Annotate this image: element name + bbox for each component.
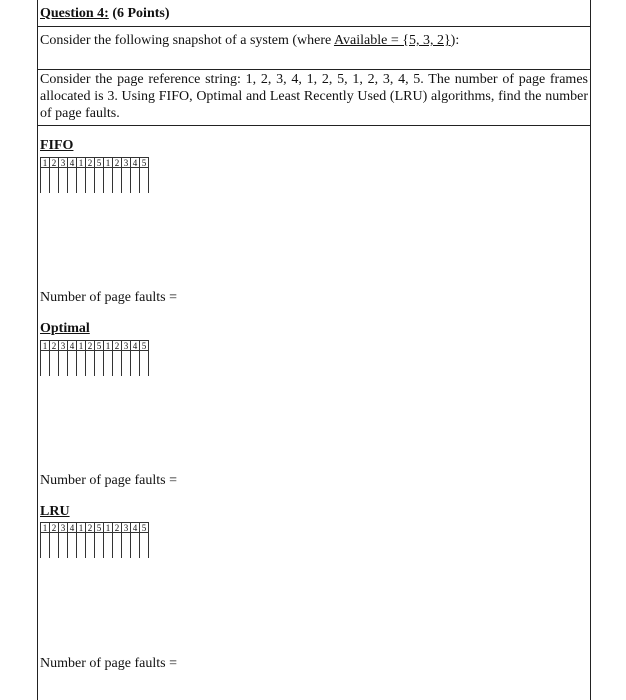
available-value: Available = {5, 3, 2}	[333, 33, 451, 48]
reference-cell	[103, 157, 112, 193]
reference-value: 4	[69, 341, 75, 351]
reference-value: 2	[114, 341, 120, 351]
reference-value: 1	[105, 523, 111, 533]
reference-cell	[85, 340, 94, 376]
reference-cell	[67, 522, 76, 558]
reference-value: 5	[96, 158, 102, 168]
reference-cell	[130, 522, 139, 558]
reference-value: 5	[141, 523, 147, 533]
lru-title: LRU	[40, 504, 70, 519]
reference-value: 4	[69, 158, 75, 168]
reference-cell	[121, 340, 130, 376]
optimal-faults-label: Number of page faults =	[40, 473, 177, 488]
reference-cell	[94, 340, 103, 376]
reference-value: 2	[51, 523, 57, 533]
reference-cell	[121, 522, 130, 558]
reference-value: 4	[132, 523, 138, 533]
reference-cell	[112, 157, 121, 193]
reference-cell	[76, 522, 85, 558]
heading-rule	[37, 26, 591, 27]
reference-cell	[67, 340, 76, 376]
reference-value: 3	[60, 523, 66, 533]
question-points: (6 Points)	[112, 6, 170, 21]
reference-value: 4	[132, 341, 138, 351]
reference-cell	[103, 522, 112, 558]
reference-value: 1	[42, 523, 48, 533]
reference-cell	[94, 522, 103, 558]
reference-cell	[49, 157, 58, 193]
reference-cell	[76, 157, 85, 193]
reference-value: 2	[87, 158, 93, 168]
reference-value: 1	[42, 341, 48, 351]
question-heading	[40, 6, 170, 22]
question-intro	[40, 33, 459, 49]
fifo-title: FIFO	[40, 138, 74, 153]
reference-cell	[67, 157, 76, 193]
reference-cell	[139, 522, 149, 558]
question-label: Question 4:	[40, 6, 109, 21]
intro-prefix: Consider the following snapshot of a system (where	[40, 33, 334, 48]
reference-value: 3	[123, 341, 129, 351]
reference-value: 1	[78, 523, 84, 533]
optimal-title: Optimal	[40, 321, 90, 336]
reference-cell	[130, 340, 139, 376]
reference-value: 2	[114, 523, 120, 533]
reference-cell	[76, 340, 85, 376]
reference-cell	[40, 522, 49, 558]
reference-cell	[40, 340, 49, 376]
reference-value: 5	[96, 341, 102, 351]
reference-value: 3	[60, 158, 66, 168]
reference-cell	[112, 522, 121, 558]
reference-value: 1	[42, 158, 48, 168]
reference-value: 3	[123, 523, 129, 533]
reference-cell	[49, 522, 58, 558]
reference-cell	[121, 157, 130, 193]
reference-value: 1	[78, 158, 84, 168]
reference-value: 2	[51, 158, 57, 168]
reference-cell	[139, 157, 149, 193]
reference-value: 5	[141, 158, 147, 168]
reference-value: 2	[114, 158, 120, 168]
reference-cell	[58, 157, 67, 193]
reference-cell	[139, 340, 149, 376]
reference-value: 2	[87, 341, 93, 351]
lru-reference-grid	[40, 522, 149, 558]
reference-cell	[85, 157, 94, 193]
optimal-reference-grid	[40, 340, 149, 376]
fifo-reference-grid	[40, 157, 149, 193]
reference-value: 3	[60, 341, 66, 351]
reference-cell	[103, 340, 112, 376]
reference-value: 4	[132, 158, 138, 168]
intro-suffix: ):	[450, 33, 460, 48]
reference-cell	[49, 340, 58, 376]
lru-faults-label: Number of page faults =	[40, 656, 177, 671]
reference-cell	[130, 157, 139, 193]
reference-value: 2	[87, 523, 93, 533]
reference-cell	[94, 157, 103, 193]
reference-value: 3	[123, 158, 129, 168]
reference-value: 1	[105, 158, 111, 168]
reference-cell	[85, 522, 94, 558]
fifo-faults-label: Number of page faults =	[40, 290, 177, 305]
reference-value: 1	[105, 341, 111, 351]
reference-value: 5	[141, 341, 147, 351]
reference-value: 5	[96, 523, 102, 533]
reference-cell	[58, 340, 67, 376]
reference-cell	[58, 522, 67, 558]
problem-text: Consider the page reference string: 1, 2, 3, 4, 1, 2, 5, 1, 2, 3, 4, 5. The number of page frames allocated is 3. Using FIFO, Optimal and Least Recently Used (LRU) algorithms, find the number of page faults.	[40, 72, 588, 121]
reference-cell	[112, 340, 121, 376]
reference-value: 2	[51, 341, 57, 351]
reference-value: 4	[69, 523, 75, 533]
reference-cell	[40, 157, 49, 193]
reference-value: 1	[78, 341, 84, 351]
